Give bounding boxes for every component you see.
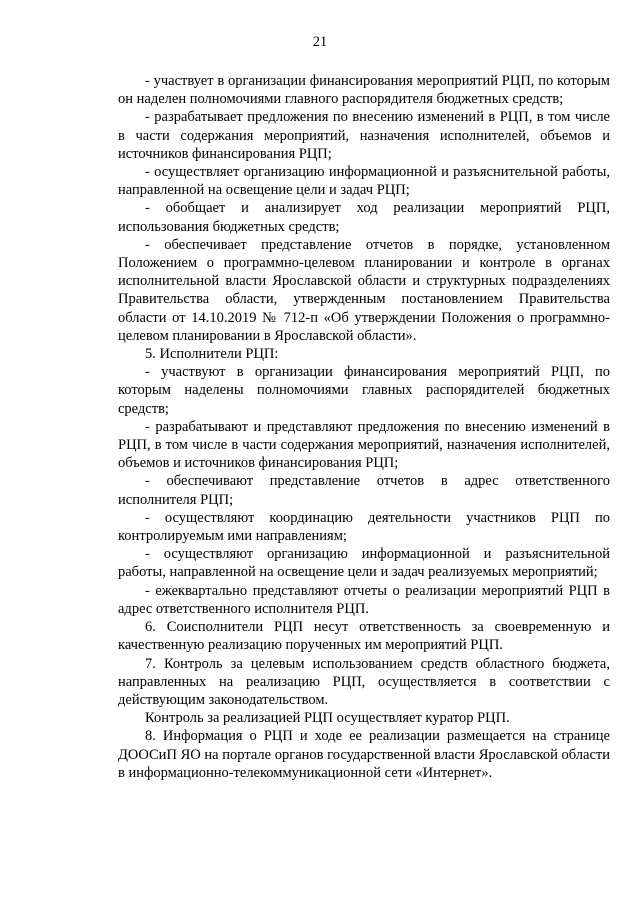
paragraph-16: 8. Информация о РЦП и ходе ее реализации размещается на странице ДООСиП ЯО на портале органов государственной власти Ярославской области в информационно-телекоммуникационной сети «Интернет».: [118, 728, 610, 781]
paragraph-7: - участвуют в организации финансирования мероприятий РЦП, по которым наделены полномочиями главных распорядителей бюджетных средств;: [118, 364, 610, 417]
paragraph-10: - осуществляют координацию деятельности участников РЦП по контролируемым ими направлениям;: [118, 509, 610, 545]
paragraph-12: - ежеквартально представляют отчеты о реализации мероприятий РЦП в адрес ответственного исполнителя РЦП.: [118, 582, 610, 617]
paragraph-13: 6. Соисполнители РЦП несут ответственность за своевременную и качественную реализацию порученных им мероприятий РЦП.: [118, 619, 610, 654]
paragraph-14: 7. Контроль за целевым использованием средств областного бюджета, направленных на реализацию РЦП, осуществляется в соответствии с действующим законодательством.: [118, 655, 610, 708]
paragraph-1: - участвует в организации финансирования мероприятий РЦП, по которым он наделен полномочиями главного распорядителя бюджетных средств;: [118, 73, 610, 108]
paragraph-9: - обеспечивают представление отчетов в адрес ответственного исполнителя РЦП;: [118, 473, 610, 508]
paragraph-15: Контроль за реализацией РЦП осуществляет куратор РЦП.: [145, 710, 510, 727]
paragraph-2: - разрабатывает предложения по внесению изменений в РЦП, в том числе в части содержания мероприятий, назначения исполнителей, объемов и источников финансирования РЦП;: [118, 109, 610, 162]
paragraph-5: - обеспечивает представление отчетов в порядке, установленном Положением о программно-целевом планировании и контроле в органах исполнительной власти Ярославской области и структурных подразделениях Правительства области, утвержденным постановлением Правительства области от 14.10.2019 № 712-п «Об утверждении Положения о программно-целевом планировании в Ярославской области».: [118, 236, 610, 344]
page-number: 21: [312, 34, 328, 50]
paragraph-4: - обобщает и анализирует ход реализации мероприятий РЦП, использования бюджетных средств;: [118, 200, 610, 235]
paragraph-6: 5. Исполнители РЦП:: [145, 346, 279, 363]
paragraph-11: - осуществляют организацию информационной и разъяснительной работы, направленной на освещение цели и задач реализуемых мероприятий;: [118, 546, 610, 581]
paragraph-8: - разрабатывают и представляют предложения по внесению изменений в РЦП, в том числе в части содержания мероприятий, назначения исполнителей, объемов и источников финансирования РЦП;: [118, 418, 610, 472]
paragraph-3: - осуществляет организацию информационной и разъяснительной работы, направленной на освещение цели и задач РЦП;: [118, 164, 610, 199]
document-body: [118, 72, 610, 782]
